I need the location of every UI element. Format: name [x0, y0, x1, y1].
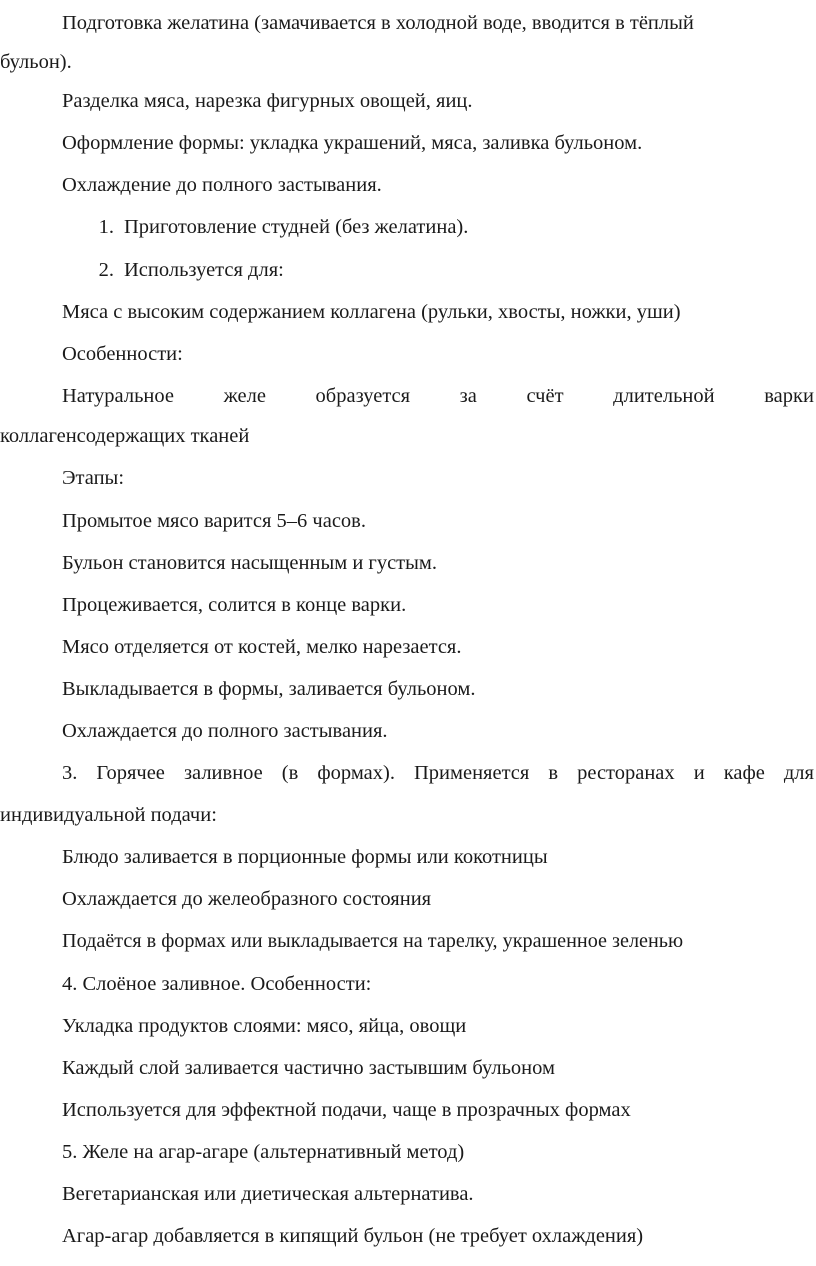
- word: ресторанах: [577, 762, 675, 784]
- paragraph: 5. Желе на агар-агаре (альтернативный метод): [62, 1141, 465, 1163]
- word: Натуральное: [62, 385, 174, 407]
- paragraph: Подготовка желатина (замачивается в холодной воде, вводится в тёплый: [62, 12, 694, 34]
- word: 3.: [62, 762, 78, 784]
- word: за: [459, 385, 477, 407]
- paragraph: Охлаждается до полного застывания.: [62, 720, 388, 742]
- list-number: 2.: [98, 259, 114, 281]
- word: Применяется: [413, 762, 530, 784]
- paragraph: Охлаждение до полного застывания.: [62, 174, 382, 196]
- word: для: [783, 762, 814, 784]
- paragraph: Особенности:: [62, 343, 183, 365]
- paragraph: Процеживается, солится в конце варки.: [62, 594, 407, 616]
- paragraph: Мяса с высоким содержанием коллагена (рульки, хвосты, ножки, уши): [62, 301, 681, 323]
- paragraph: Этапы:: [62, 467, 125, 489]
- list-text: Приготовление студней (без желатина).: [124, 216, 469, 238]
- paragraph: Выкладывается в формы, заливается бульоном.: [62, 678, 476, 700]
- word: и: [693, 762, 705, 784]
- list-text: Используется для:: [124, 259, 284, 281]
- word: Горячее: [96, 762, 165, 784]
- word: в: [548, 762, 559, 784]
- paragraph: Используется для эффектной подачи, чаще в прозрачных формах: [62, 1099, 631, 1121]
- word: заливное: [183, 762, 263, 784]
- numbered-list-item: [86, 212, 816, 242]
- list-number: 1.: [98, 216, 114, 238]
- word: длительной: [613, 385, 715, 407]
- paragraph-continuation: коллагенсодержащих тканей: [0, 425, 250, 447]
- paragraph: Разделка мяса, нарезка фигурных овощей, яиц.: [62, 90, 473, 112]
- paragraph: Каждый слой заливается частично застывшим бульоном: [62, 1057, 555, 1079]
- paragraph-continuation: бульон).: [0, 51, 72, 73]
- word: кафе: [723, 762, 765, 784]
- word: (в: [281, 762, 299, 784]
- word: варки: [764, 385, 814, 407]
- justified-paragraph: [62, 381, 814, 411]
- word: счёт: [526, 385, 564, 407]
- paragraph: Агар-агар добавляется в кипящий бульон (не требует охлаждения): [62, 1225, 644, 1247]
- word: образуется: [315, 385, 411, 407]
- paragraph: 4. Слоёное заливное. Особенности:: [62, 973, 372, 995]
- word: формах).: [317, 762, 395, 784]
- paragraph: Вегетарианская или диетическая альтернатива.: [62, 1183, 474, 1205]
- justified-paragraph: [62, 758, 814, 788]
- paragraph: Промытое мясо варится 5–6 часов.: [62, 510, 366, 532]
- paragraph: Блюдо заливается в порционные формы или кокотницы: [62, 846, 548, 868]
- paragraph: Подаётся в формах или выкладывается на тарелку, украшенное зеленью: [62, 930, 684, 952]
- paragraph-continuation: индивидуальной подачи:: [0, 804, 217, 826]
- paragraph: Бульон становится насыщенным и густым.: [62, 552, 437, 574]
- paragraph: Охлаждается до желеобразного состояния: [62, 888, 432, 910]
- paragraph: Укладка продуктов слоями: мясо, яйца, овощи: [62, 1015, 467, 1037]
- numbered-list-item: [86, 255, 816, 285]
- paragraph: Мясо отделяется от костей, мелко нарезается.: [62, 636, 462, 658]
- paragraph: Оформление формы: укладка украшений, мяса, заливка бульоном.: [62, 132, 643, 154]
- word: желе: [223, 385, 266, 407]
